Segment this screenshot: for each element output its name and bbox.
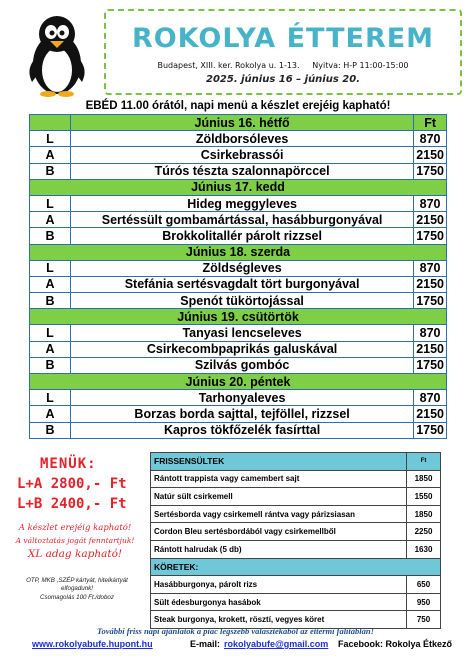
- day-header-row: [30, 179, 447, 195]
- address-line: [106, 61, 460, 70]
- day-name: Június 17. kedd: [30, 179, 447, 195]
- weekly-menu-table: [29, 114, 447, 439]
- menu-row: B Túrós tészta szalonnapörccel 1750: [30, 163, 447, 179]
- footer-note: További friss napi ajánlatok a piac legszebb választékából az éttermi falitáblán!: [97, 626, 374, 636]
- lunch-note: EBÉD 11.00 órától, napi menü a készlet erejéig kapható!: [85, 100, 391, 112]
- day-name: Június 20. péntek: [30, 374, 447, 390]
- price-header: Ft: [414, 115, 447, 131]
- menu-row: A Sertéssült gombamártással, hasábburgonyával 2150: [30, 212, 447, 228]
- fresh-header: FRISSENSÜLTEK: [151, 453, 407, 471]
- day-header-row: [30, 309, 447, 325]
- penguin-mascot-icon: [24, 12, 90, 98]
- menu-row: A Csirkebrassói 2150: [30, 147, 447, 163]
- menu-row: B Kapros tökfőzelék fasírttal 1750: [30, 422, 447, 438]
- side-row: Hasábburgonya, párolt rizs 650: [151, 576, 441, 594]
- address: Budapest, XIII. ker. Rokolya u. 1-13.: [157, 61, 300, 70]
- side-row: Steak burgonya, krokett, rösztí, vegyes köret 750: [151, 611, 441, 629]
- menu-row: B Szilvás gombóc 1750: [30, 357, 447, 373]
- packaging-note: Csomagolás 100 Ft./doboz: [40, 594, 114, 601]
- fresh-row: Natúr sült csirkemell 1550: [151, 488, 441, 506]
- menu-lb-price: L+B 2400,- Ft: [17, 496, 127, 512]
- stock-note: A készlet erejéig kapható!: [18, 523, 132, 533]
- menu-row: L Zöldborsóleves 870: [30, 131, 447, 147]
- menu-la-price: L+A 2800,- Ft: [17, 476, 127, 492]
- day-name: Június 16. hétfő: [71, 115, 414, 131]
- fresh-row: Sertésborda vagy csirkemell rántva vagy párizsiasan 1850: [151, 505, 441, 523]
- email-link[interactable]: rokolyabufe@gmail.com: [224, 639, 329, 649]
- website-link[interactable]: www.rokolyabufe.hupont.hu: [32, 639, 153, 649]
- menu-row: L Tanyasi lencseleves 870: [30, 325, 447, 341]
- fresh-header-row: [151, 453, 441, 471]
- side-row: Sült édesburgonya hasábok 950: [151, 593, 441, 611]
- menu-row: L Tarhonyaleves 870: [30, 390, 447, 406]
- menu-row: B Brokkolitallér párolt rizzsel 1750: [30, 228, 447, 244]
- fresh-row: Rántott halrudak (5 db) 1630: [151, 540, 441, 558]
- day-header-row: [30, 244, 447, 260]
- opening-hours: Nyitva: H-P 11:00-15:00: [312, 61, 409, 70]
- day-name: Június 18. szerda: [30, 244, 447, 260]
- menu-row: L Zöldségleves 870: [30, 260, 447, 276]
- xl-note: XL adag kapható!: [27, 548, 123, 560]
- restaurant-title: ROKOLYA ÉTTEREM: [131, 23, 435, 54]
- menu-row: A Stefánia sertésvagdalt tört burgonyával 2150: [30, 276, 447, 292]
- menu-row: A Borzas borda sajttal, tejföllel, rizzsel 2150: [30, 406, 447, 422]
- menu-row: B Spenót tükörtojással 1750: [30, 293, 447, 309]
- email-label: E-mail:: [190, 639, 221, 649]
- menu-row: A Csirkecombpaprikás galuskával 2150: [30, 341, 447, 357]
- menu-row: L Hideg meggyleves 870: [30, 195, 447, 211]
- menu-dates: 2025. június 16 – június 20.: [206, 74, 360, 85]
- header-box: [104, 9, 462, 95]
- fresh-price-header: Ft: [407, 453, 441, 471]
- payment-note: OTP, MKB ,SZÉP kártyát, hitelkártyát elfogadunk!: [26, 577, 128, 592]
- fresh-row: Cordon Bleu sertésbordából vagy csirkemellből 2250: [151, 523, 441, 541]
- day-header-row: [30, 374, 447, 390]
- menus-title: MENÜK:: [40, 456, 97, 472]
- day-header-row: [30, 115, 447, 131]
- facebook-text: Facebook: Rokolya Étkező: [338, 639, 453, 649]
- rights-note: A változtatás jogát fenntartjuk!: [15, 536, 135, 545]
- sides-header-row: [151, 558, 441, 576]
- sides-header: KÖRETEK:: [151, 558, 441, 576]
- day-name: Június 19. csütörtök: [30, 309, 447, 325]
- fresh-row: Rántott trappista vagy camembert sajt 1850: [151, 470, 441, 488]
- fresh-fried-table: [150, 452, 441, 629]
